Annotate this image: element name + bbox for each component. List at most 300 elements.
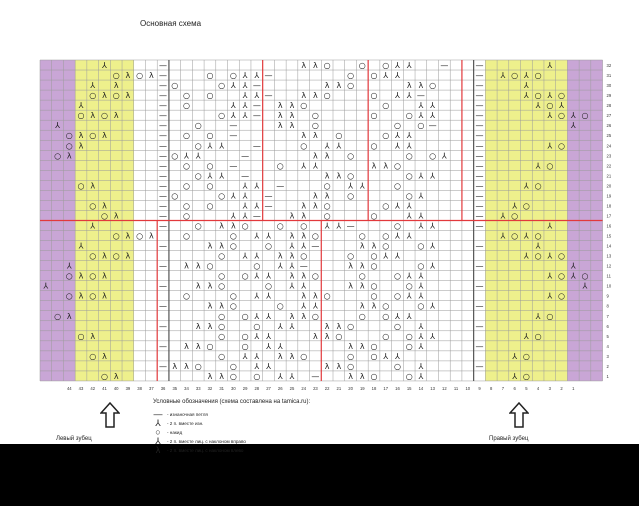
stitch-symbol: λ (219, 221, 225, 231)
stitch-symbol: ○ (417, 261, 425, 271)
stitch-symbol: ○ (229, 291, 237, 301)
stitch-symbol: ⅄ (547, 141, 553, 151)
column-number: 13 (430, 385, 435, 391)
stitch-symbol: ○ (347, 361, 355, 371)
stitch-symbol: ○ (65, 131, 73, 141)
stitch-symbol: ⅄ (418, 111, 424, 121)
stitch-symbol: ⅄ (418, 171, 424, 181)
column-number: 35 (172, 385, 178, 391)
stitch-symbol: ○ (347, 171, 355, 181)
stitch-symbol: ○ (382, 201, 390, 211)
row-number: 25 (606, 133, 612, 139)
stitch-symbol: ○ (265, 241, 273, 251)
stitch-symbol: ○ (393, 361, 401, 371)
stitch-symbol: ○ (370, 281, 378, 291)
stitch-symbol: λ (195, 281, 201, 291)
stitch-symbol: ○ (300, 351, 308, 361)
column-number: 22 (324, 385, 330, 391)
stitch-symbol: ○ (370, 261, 378, 271)
stitch-symbol: — (428, 121, 437, 131)
stitch-symbol: λ (102, 251, 107, 261)
stitch-symbol: ○ (405, 331, 413, 341)
stitch-symbol: ○ (347, 351, 355, 361)
stitch-symbol: λ (359, 281, 365, 291)
stitch-symbol: ⅄ (406, 231, 412, 241)
stitch-symbol: ○ (89, 131, 97, 141)
stitch-symbol: λ (125, 251, 131, 261)
stitch-symbol: λ (383, 161, 389, 171)
stitch-symbol: ⅄ (500, 231, 506, 241)
stitch-symbol: — (475, 81, 484, 91)
stitch-symbol: λ (324, 151, 330, 161)
column-number: 9 (478, 385, 481, 391)
stitch-symbol: ⅄ (207, 141, 213, 151)
stitch-symbol: ⅄ (301, 281, 307, 291)
column-number: 32 (207, 385, 213, 391)
stitch-symbol: ○ (335, 331, 343, 341)
stitch-symbol: ○ (241, 341, 249, 351)
stitch-symbol: ○ (382, 101, 390, 111)
stitch-symbol: λ (219, 241, 225, 251)
stitch-symbol: ○ (300, 101, 308, 111)
stitch-symbol: ○ (511, 231, 519, 241)
stitch-symbol: ○ (382, 241, 390, 251)
stitch-symbol: — (475, 191, 484, 201)
stitch-symbol: λ (78, 131, 84, 141)
stitch-symbol: ○ (206, 201, 214, 211)
column-number: 27 (266, 385, 271, 391)
stitch-symbol: ○ (311, 111, 319, 121)
stitch-symbol: ○ (323, 201, 331, 211)
stitch-symbol: — (159, 91, 168, 101)
stitch-symbol: ⅄ (383, 71, 389, 81)
stitch-symbol: — (264, 191, 273, 201)
stitch-symbol: — (475, 281, 484, 291)
stitch-symbol: λ (313, 151, 318, 161)
stitch-symbol: λ (102, 351, 107, 361)
stitch-symbol: ○ (218, 321, 226, 331)
column-number: 26 (277, 385, 283, 391)
stitch-symbol: ○ (100, 371, 108, 381)
stitch-symbol: ○ (558, 251, 566, 261)
legend-k2tog-left (153, 445, 243, 455)
stitch-symbol: — (475, 201, 484, 211)
row-number: 24 (606, 143, 612, 149)
stitch-symbol: λ (195, 321, 201, 331)
stitch-symbol: ○ (229, 301, 237, 311)
stitch-symbol: — (159, 241, 168, 251)
stitch-symbol: λ (78, 141, 84, 151)
stitch-symbol: λ (301, 231, 307, 241)
stitch-symbol: — (416, 91, 425, 101)
stitch-symbol: — (475, 121, 484, 131)
row-number: 31 (606, 73, 612, 79)
stitch-symbol: ⅄ (55, 121, 61, 131)
stitch-symbol: λ (406, 81, 412, 91)
stitch-symbol: ⅄ (254, 311, 260, 321)
stitch-symbol: λ (207, 301, 213, 311)
stitch-symbol: ⅄ (430, 241, 436, 251)
column-number: 28 (254, 385, 260, 391)
stitch-symbol: λ (313, 201, 318, 211)
stitch-symbol: — (159, 81, 168, 91)
column-number: 38 (137, 385, 142, 391)
stitch-symbol: ○ (276, 161, 284, 171)
stitch-symbol: ○ (370, 91, 378, 101)
stitch-symbol: ○ (136, 231, 144, 241)
stitch-symbol: ⅄ (242, 251, 248, 261)
stitch-symbol: ⅄ (277, 261, 283, 271)
stitch-symbol: ⅄ (418, 281, 424, 291)
stitch-symbol: ○ (370, 251, 378, 261)
stitch-symbol: — (475, 221, 484, 231)
stitch-symbol: ⅄ (266, 231, 271, 241)
stitch-symbol: λ (301, 91, 307, 101)
stitch-symbol: — (475, 71, 484, 81)
stitch-symbol: ○ (183, 291, 190, 301)
stitch-symbol: ⅄ (102, 61, 107, 71)
stitch-symbol: — (252, 111, 261, 121)
stitch-symbol: ⅄ (254, 181, 260, 191)
stitch-symbol: ⅄ (254, 331, 260, 341)
stitch-symbol: ⅄ (570, 271, 576, 281)
stitch-symbol: ⅄ (289, 241, 295, 251)
stitch-symbol: — (252, 101, 261, 111)
stitch-symbol: λ (371, 241, 377, 251)
stitch-symbol: ○ (300, 141, 308, 151)
stitch-symbol: ⅄ (547, 291, 553, 301)
stitch-symbol: ○ (323, 181, 331, 191)
stitch-symbol: — (159, 141, 168, 151)
stitch-symbol: ○ (218, 251, 226, 261)
stitch-symbol: ⅄ (406, 271, 412, 281)
stitch-symbol: ○ (358, 231, 366, 241)
stitch-symbol: — (159, 321, 168, 331)
stitch-symbol: ○ (347, 71, 355, 81)
stitch-symbol: ○ (311, 311, 319, 321)
stitch-symbol: ○ (393, 121, 401, 131)
stitch-symbol: λ (289, 111, 295, 121)
stitch-symbol: ⅄ (90, 221, 96, 231)
stitch-symbol: ⅄ (406, 291, 412, 301)
stitch-symbol: ⅄ (289, 261, 295, 271)
stitch-symbol: ○ (370, 211, 378, 221)
stitch-symbol: ○ (558, 91, 566, 101)
stitch-symbol: — (475, 111, 484, 121)
stitch-symbol: ⅄ (430, 301, 436, 311)
stitch-symbol: ○ (206, 131, 214, 141)
stitch-symbol: ⅄ (230, 101, 236, 111)
column-number: 18 (371, 385, 377, 391)
stitch-symbol: ⅄ (383, 251, 389, 261)
stitch-symbol: ○ (241, 221, 249, 231)
stitch-symbol: ○ (405, 171, 413, 181)
stitch-symbol: ○ (206, 71, 214, 81)
stitch-symbol: ⅄ (266, 331, 271, 341)
stitch-symbol: ○ (370, 71, 378, 81)
stitch-symbol: ○ (370, 141, 378, 151)
stitch-symbol: λ (277, 251, 283, 261)
stitch-symbol: λ (184, 361, 189, 371)
stitch-symbol: ○ (393, 181, 401, 191)
stitch-symbol: λ (289, 271, 295, 281)
stitch-symbol: ⅄ (266, 291, 271, 301)
stitch-symbol: λ (102, 291, 107, 301)
stitch-symbol: λ (125, 231, 131, 241)
stitch-symbol: ○ (194, 361, 202, 371)
stitch-symbol: λ (324, 321, 330, 331)
row-number: 3 (606, 353, 609, 359)
stitch-symbol: ⅄ (406, 311, 412, 321)
stitch-symbol: λ (125, 91, 131, 101)
stitch-symbol: ⅄ (547, 271, 553, 281)
stitch-symbol: ○ (300, 251, 308, 261)
stitch-symbol: ○ (218, 281, 226, 291)
stitch-symbol: ○ (171, 151, 179, 161)
stitch-symbol: ⅄ (418, 291, 424, 301)
row-number: 27 (606, 113, 612, 119)
stitch-symbol: λ (172, 361, 178, 371)
row-number: 22 (606, 163, 612, 169)
stitch-symbol: λ (313, 91, 318, 101)
stitch-symbol: ⅄ (418, 211, 424, 221)
stitch-symbol: λ (184, 341, 189, 351)
stitch-symbol: — (159, 211, 168, 221)
stitch-symbol: ○ (276, 221, 284, 231)
stitch-symbol: λ (301, 61, 307, 71)
stitch-symbol: ⅄ (512, 371, 518, 381)
stitch-symbol: ○ (171, 81, 179, 91)
stitch-symbol: ⅄ (582, 281, 588, 291)
stitch-symbol: λ (301, 131, 307, 141)
column-number: 24 (301, 385, 307, 391)
stitch-symbol: ○ (534, 181, 542, 191)
stitch-symbol: λ (277, 111, 283, 121)
stitch-symbol: ⅄ (395, 61, 400, 71)
stitch-symbol: ⅄ (301, 241, 307, 251)
stitch-symbol: λ (78, 271, 84, 281)
stitch-symbol: ○ (382, 231, 390, 241)
stitch-symbol: ○ (311, 121, 319, 131)
stitch-symbol: λ (289, 251, 295, 261)
p2tog-icon: ⅄ (155, 418, 161, 428)
stitch-symbol: ⅄ (242, 201, 248, 211)
stitch-symbol: λ (348, 371, 353, 381)
stitch-symbol: ⅄ (242, 351, 248, 361)
column-number: 16 (395, 385, 400, 391)
stitch-symbol: — (475, 141, 484, 151)
stitch-symbol: ⅄ (219, 171, 225, 181)
stitch-symbol: — (440, 61, 449, 71)
stitch-symbol: ⅄ (301, 301, 307, 311)
stitch-symbol: ⅄ (277, 321, 283, 331)
column-number: 21 (336, 385, 342, 391)
stitch-symbol: ○ (183, 231, 190, 241)
row-number: 15 (606, 233, 612, 239)
stitch-symbol: ○ (183, 201, 190, 211)
stitch-symbol: — (475, 151, 484, 161)
stitch-symbol: ○ (77, 331, 85, 341)
stitch-symbol: λ (324, 331, 330, 341)
stitch-symbol: ○ (218, 271, 226, 281)
row-number: 17 (606, 213, 612, 219)
stitch-symbol: — (475, 261, 484, 271)
column-number: 12 (442, 385, 447, 391)
row-number: 26 (606, 123, 612, 129)
stitch-symbol: λ (313, 131, 318, 141)
row-number: 10 (606, 283, 612, 289)
stitch-symbol: ⅄ (418, 361, 424, 371)
stitch-symbol: ⅄ (242, 211, 248, 221)
stitch-symbol: ⅄ (559, 101, 564, 111)
stitch-symbol: ⅄ (395, 71, 400, 81)
stitch-symbol: ⅄ (242, 71, 248, 81)
stitch-symbol: ⅄ (535, 241, 541, 251)
stitch-symbol: ○ (534, 231, 542, 241)
stitch-symbol: — (475, 91, 484, 101)
stitch-symbol: ○ (370, 291, 378, 301)
stitch-symbol: ○ (54, 151, 62, 161)
stitch-symbol: λ (90, 181, 96, 191)
stitch-symbol: ○ (194, 171, 202, 181)
stitch-symbol: ○ (358, 61, 366, 71)
stitch-symbol: ○ (323, 291, 331, 301)
stitch-symbol: ⅄ (266, 341, 271, 351)
column-number: 29 (242, 385, 248, 391)
stitch-symbol: λ (359, 241, 365, 251)
stitch-symbol: ○ (183, 181, 190, 191)
column-number: 41 (102, 385, 107, 391)
column-number: 5 (525, 385, 528, 391)
stitch-symbol: λ (324, 361, 330, 371)
stitch-symbol: ○ (171, 191, 179, 201)
stitch-symbol: ○ (136, 71, 144, 81)
stitch-symbol: λ (231, 221, 236, 231)
stitch-symbol: ⅄ (500, 211, 506, 221)
stitch-symbol: ○ (546, 101, 554, 111)
stitch-symbol: — (252, 211, 261, 221)
stitch-symbol: λ (324, 81, 330, 91)
column-number: 33 (195, 385, 201, 391)
stitch-symbol: λ (371, 301, 377, 311)
stitch-symbol: ○ (89, 291, 97, 301)
row-number: 8 (606, 303, 609, 309)
stitch-symbol: λ (66, 311, 72, 321)
stitch-symbol: ○ (370, 111, 378, 121)
stitch-symbol: ○ (218, 191, 226, 201)
stitch-symbol: ○ (546, 161, 554, 171)
stitch-symbol: ⅄ (254, 201, 260, 211)
stitch-symbol: ⅄ (418, 191, 424, 201)
stitch-symbol: ○ (393, 321, 401, 331)
stitch-symbol: ○ (100, 211, 108, 221)
stitch-symbol: ○ (382, 331, 390, 341)
row-number: 18 (606, 203, 612, 209)
stitch-symbol: ⅄ (254, 231, 260, 241)
row-number: 7 (606, 313, 609, 319)
stitch-symbol: ○ (581, 111, 589, 121)
stitch-symbol: λ (207, 371, 213, 381)
column-number: 39 (125, 385, 131, 391)
stitch-symbol: ○ (417, 121, 425, 131)
stitch-symbol: ○ (89, 351, 97, 361)
column-number: 19 (359, 385, 365, 391)
row-number: 5 (606, 333, 609, 339)
stitch-symbol: λ (359, 371, 365, 381)
stitch-symbol: — (159, 301, 168, 311)
stitch-symbol: ○ (534, 71, 542, 81)
stitch-symbol: ⅄ (289, 321, 295, 331)
stitch-symbol: ○ (558, 141, 566, 151)
stitch-symbol: — (159, 281, 168, 291)
stitch-symbol: λ (336, 361, 342, 371)
stitch-symbol: λ (336, 321, 342, 331)
stitch-symbol: — (475, 131, 484, 141)
stitch-symbol: ⅄ (195, 151, 201, 161)
stitch-symbol: ⅄ (230, 191, 236, 201)
stitch-symbol: λ (313, 191, 318, 201)
stitch-symbol: ○ (194, 221, 202, 231)
stitch-symbol: ⅄ (242, 181, 248, 191)
stitch-symbol: ○ (347, 251, 355, 261)
column-number: 31 (219, 385, 224, 391)
stitch-symbol: ⅄ (242, 191, 248, 201)
stitch-symbol: ○ (405, 191, 413, 201)
stitch-symbol: λ (102, 131, 107, 141)
stitch-symbol: λ (113, 211, 119, 221)
stitch-symbol: — (229, 131, 238, 141)
column-number: 34 (184, 385, 189, 391)
stitch-symbol: ⅄ (418, 271, 424, 281)
stitch-symbol: λ (301, 311, 307, 321)
stitch-symbol: ⅄ (547, 111, 553, 121)
stitch-symbol: λ (277, 101, 283, 111)
stitch-symbol: ⅄ (359, 181, 365, 191)
stitch-symbol: ○ (417, 301, 425, 311)
stitch-symbol: ⅄ (570, 261, 576, 271)
column-number: 15 (406, 385, 412, 391)
stitch-symbol: ○ (311, 271, 319, 281)
stitch-symbol: ⅄ (324, 141, 330, 151)
stitch-symbol: ○ (229, 361, 237, 371)
stitch-symbol: ⅄ (230, 111, 236, 121)
stitch-symbol: λ (289, 211, 295, 221)
column-number: 25 (289, 385, 295, 391)
stitch-symbol: ⅄ (523, 91, 529, 101)
row-number: 28 (606, 103, 612, 109)
stitch-symbol: ⅄ (254, 91, 260, 101)
stitch-symbol: λ (195, 341, 201, 351)
stitch-symbol: ⅄ (570, 111, 576, 121)
row-number: 14 (606, 243, 612, 249)
stitch-symbol: ⅄ (336, 141, 342, 151)
stitch-symbol: λ (348, 341, 353, 351)
stitch-symbol: — (475, 161, 484, 171)
stitch-symbol: ⅄ (547, 221, 553, 231)
stitch-symbol: ⅄ (418, 101, 424, 111)
stitch-symbol: λ (301, 291, 307, 301)
stitch-symbol: ○ (429, 81, 437, 91)
left-edge-label: Левый зубец (56, 436, 92, 442)
stitch-symbol: ⅄ (395, 141, 400, 151)
stitch-symbol: λ (113, 81, 119, 91)
stitch-symbol: λ (102, 271, 107, 281)
stitch-symbol: — (241, 171, 250, 181)
stitch-symbol: ○ (206, 161, 214, 171)
stitch-symbol: ⅄ (266, 271, 271, 281)
stitch-symbol: ○ (265, 281, 273, 291)
stitch-symbol: ○ (65, 141, 73, 151)
